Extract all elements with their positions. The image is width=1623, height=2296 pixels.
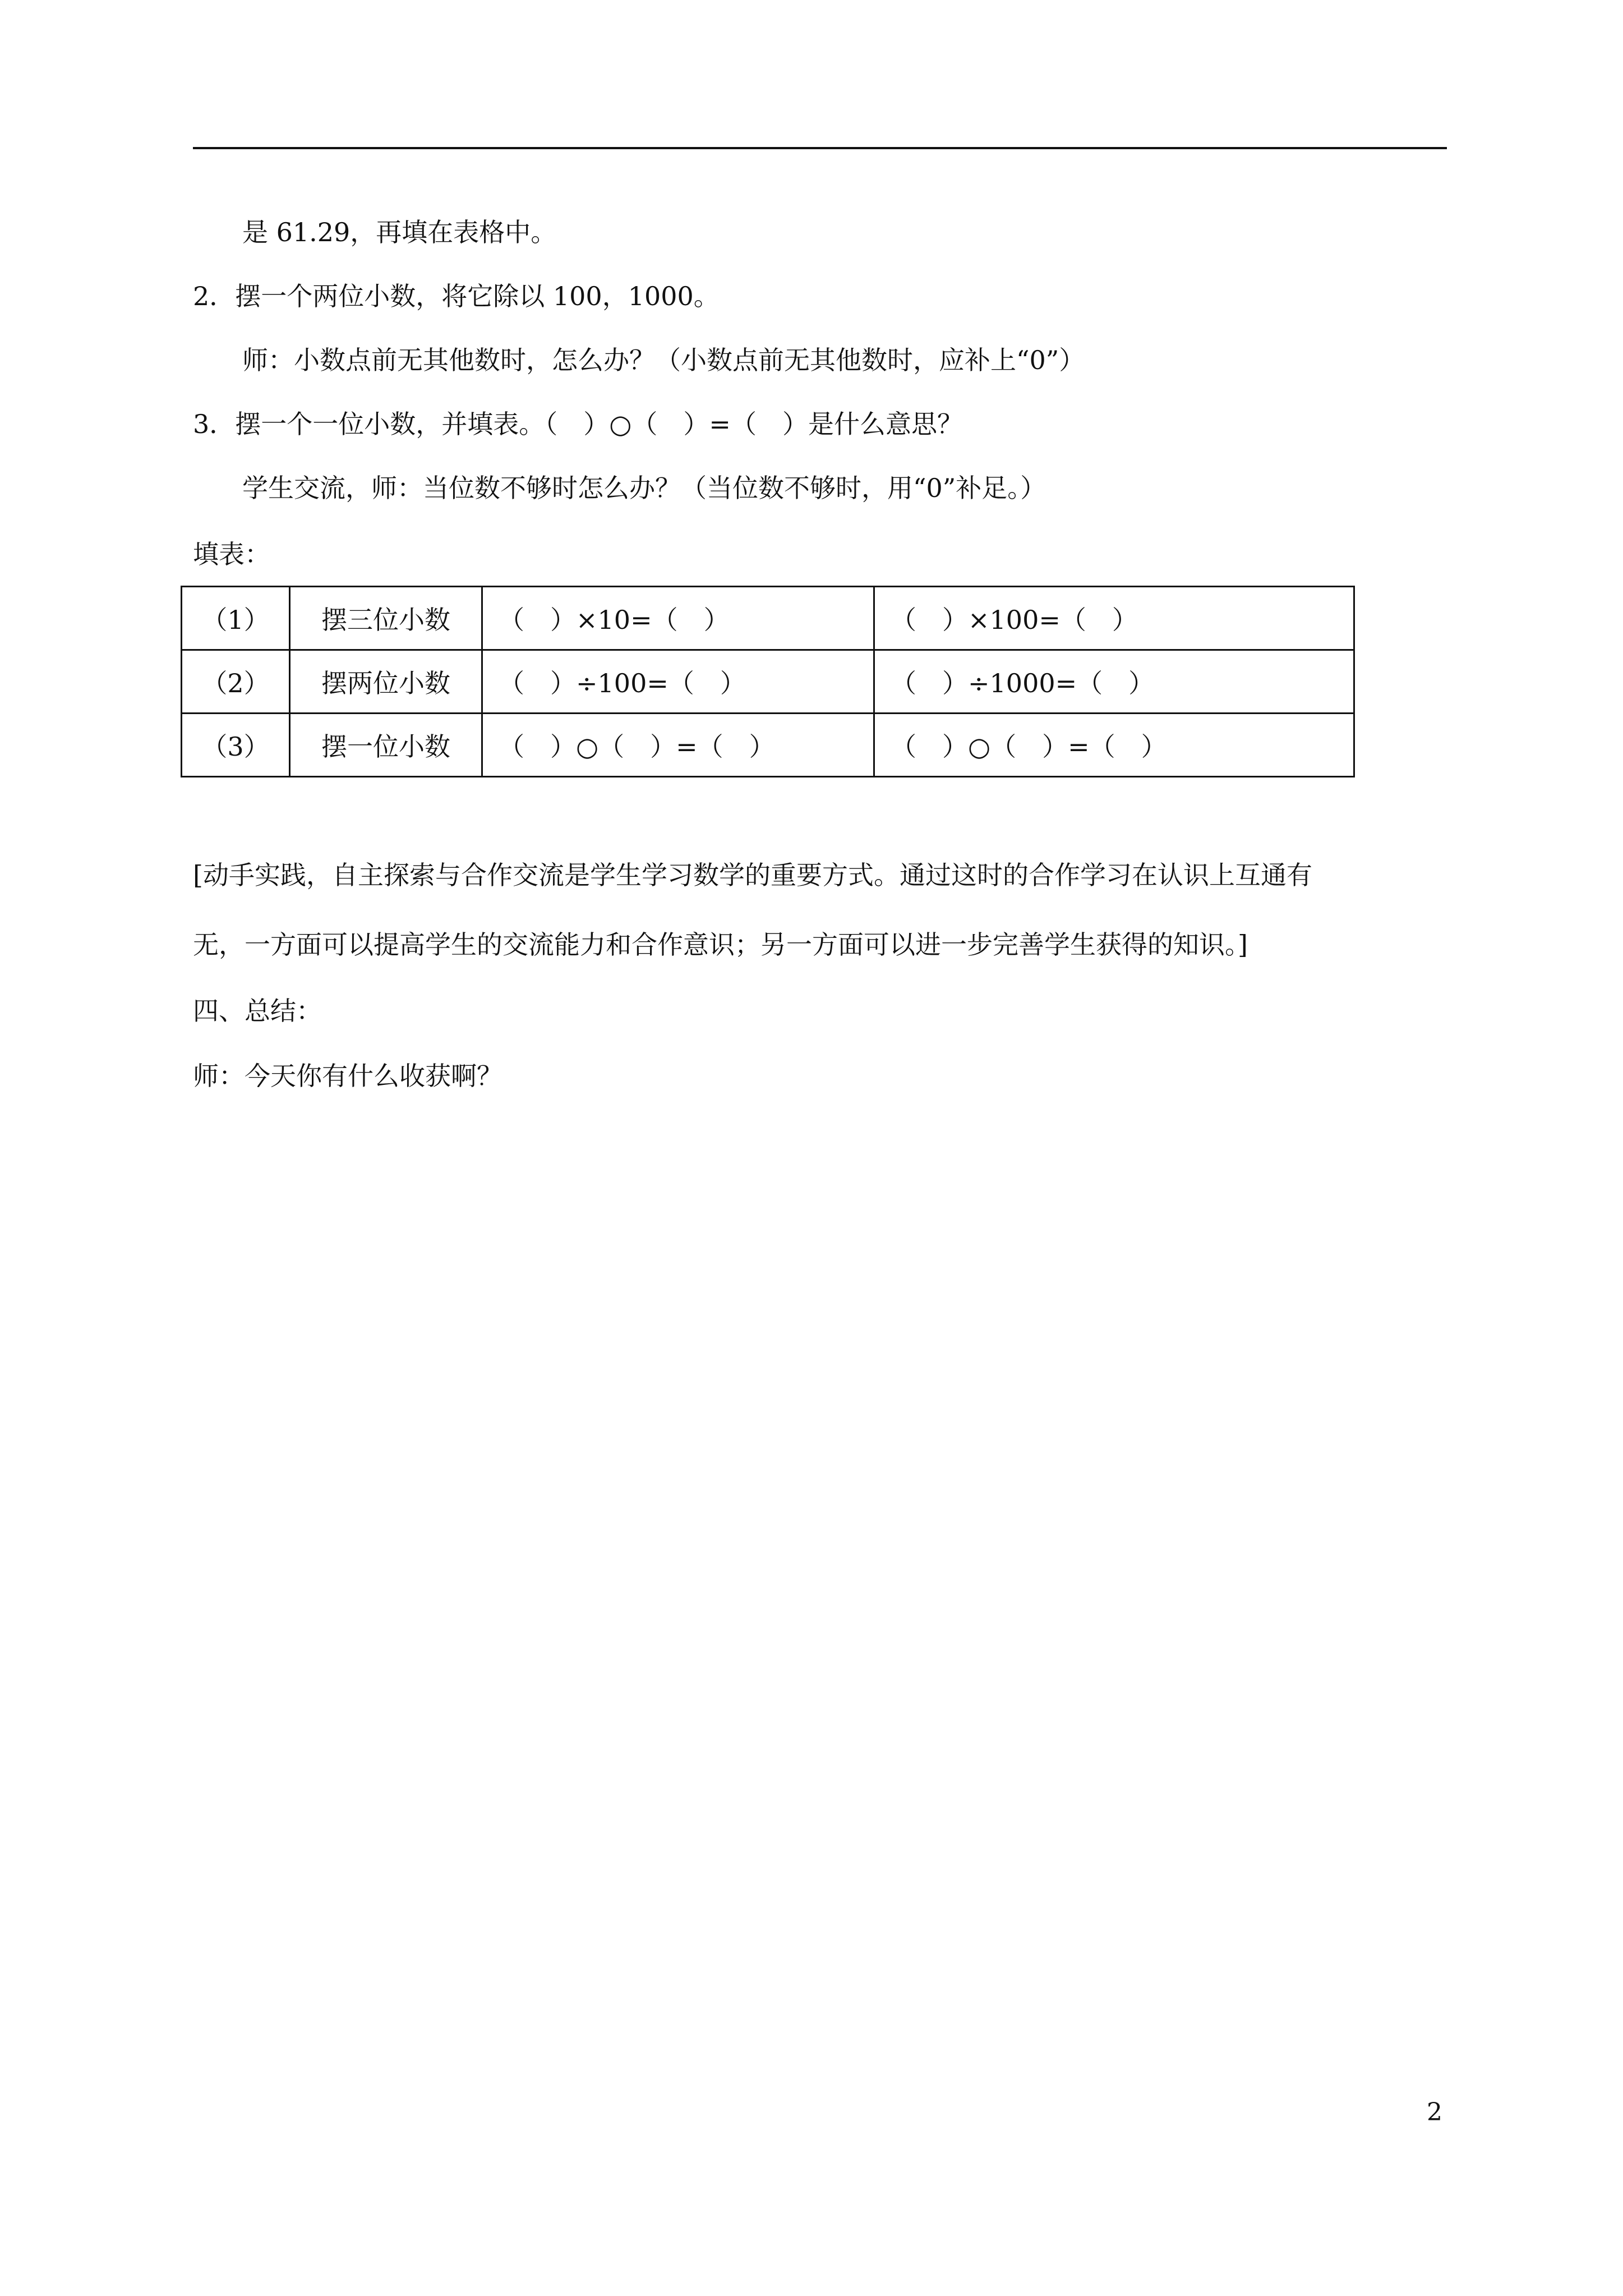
teacher-question-line: 师：小数点前无其他数时，怎么办？（小数点前无其他数时，应补上“0”）	[242, 345, 1085, 375]
closing-question: 师：今天你有什么收获啊？	[193, 1061, 502, 1091]
page-number: 2	[1427, 2098, 1442, 2127]
row-label: 摆三位小数	[290, 587, 482, 650]
row-expression: （ ）×10=（ ）	[482, 587, 874, 650]
row-expression: （ ）×100=（ ）	[874, 587, 1354, 650]
step-2-line: 2．摆一个两位小数，将它除以 100，1000。	[193, 281, 720, 311]
table-row	[182, 587, 1354, 650]
row-expression: （ ）○（ ）=（ ）	[482, 714, 874, 777]
paragraph-line: 是 61.29，再填在表格中。	[242, 217, 557, 247]
row-expression: （ ）○（ ）=（ ）	[874, 714, 1354, 777]
commentary-line: 无，一方面可以提高学生的交流能力和合作意识；另一方面可以进一步完善学生获得的知识。]	[193, 930, 1248, 960]
commentary-line: [动手实践，自主探索与合作交流是学生学习数学的重要方式。通过这时的合作学习在认识上互通有	[193, 860, 1312, 890]
fill-table	[181, 586, 1355, 777]
row-expression: （ ）÷1000=（ ）	[874, 650, 1354, 714]
table-row	[182, 714, 1354, 777]
student-exchange-line: 学生交流，师：当位数不够时怎么办？（当位数不够时，用“0”补足。）	[242, 473, 1046, 503]
row-number: （3）	[182, 714, 290, 777]
table-row	[182, 650, 1354, 714]
row-label: 摆一位小数	[290, 714, 482, 777]
row-number: （2）	[182, 650, 290, 714]
row-expression: （ ）÷100=（ ）	[482, 650, 874, 714]
step-3-line: 3．摆一个一位小数，并填表。（ ）○（ ）=（ ）是什么意思？	[193, 409, 963, 439]
row-number: （1）	[182, 587, 290, 650]
header-rule	[193, 147, 1447, 149]
row-label: 摆两位小数	[290, 650, 482, 714]
fill-table-heading: 填表：	[193, 539, 270, 569]
section-heading: 四、总结：	[193, 996, 322, 1026]
